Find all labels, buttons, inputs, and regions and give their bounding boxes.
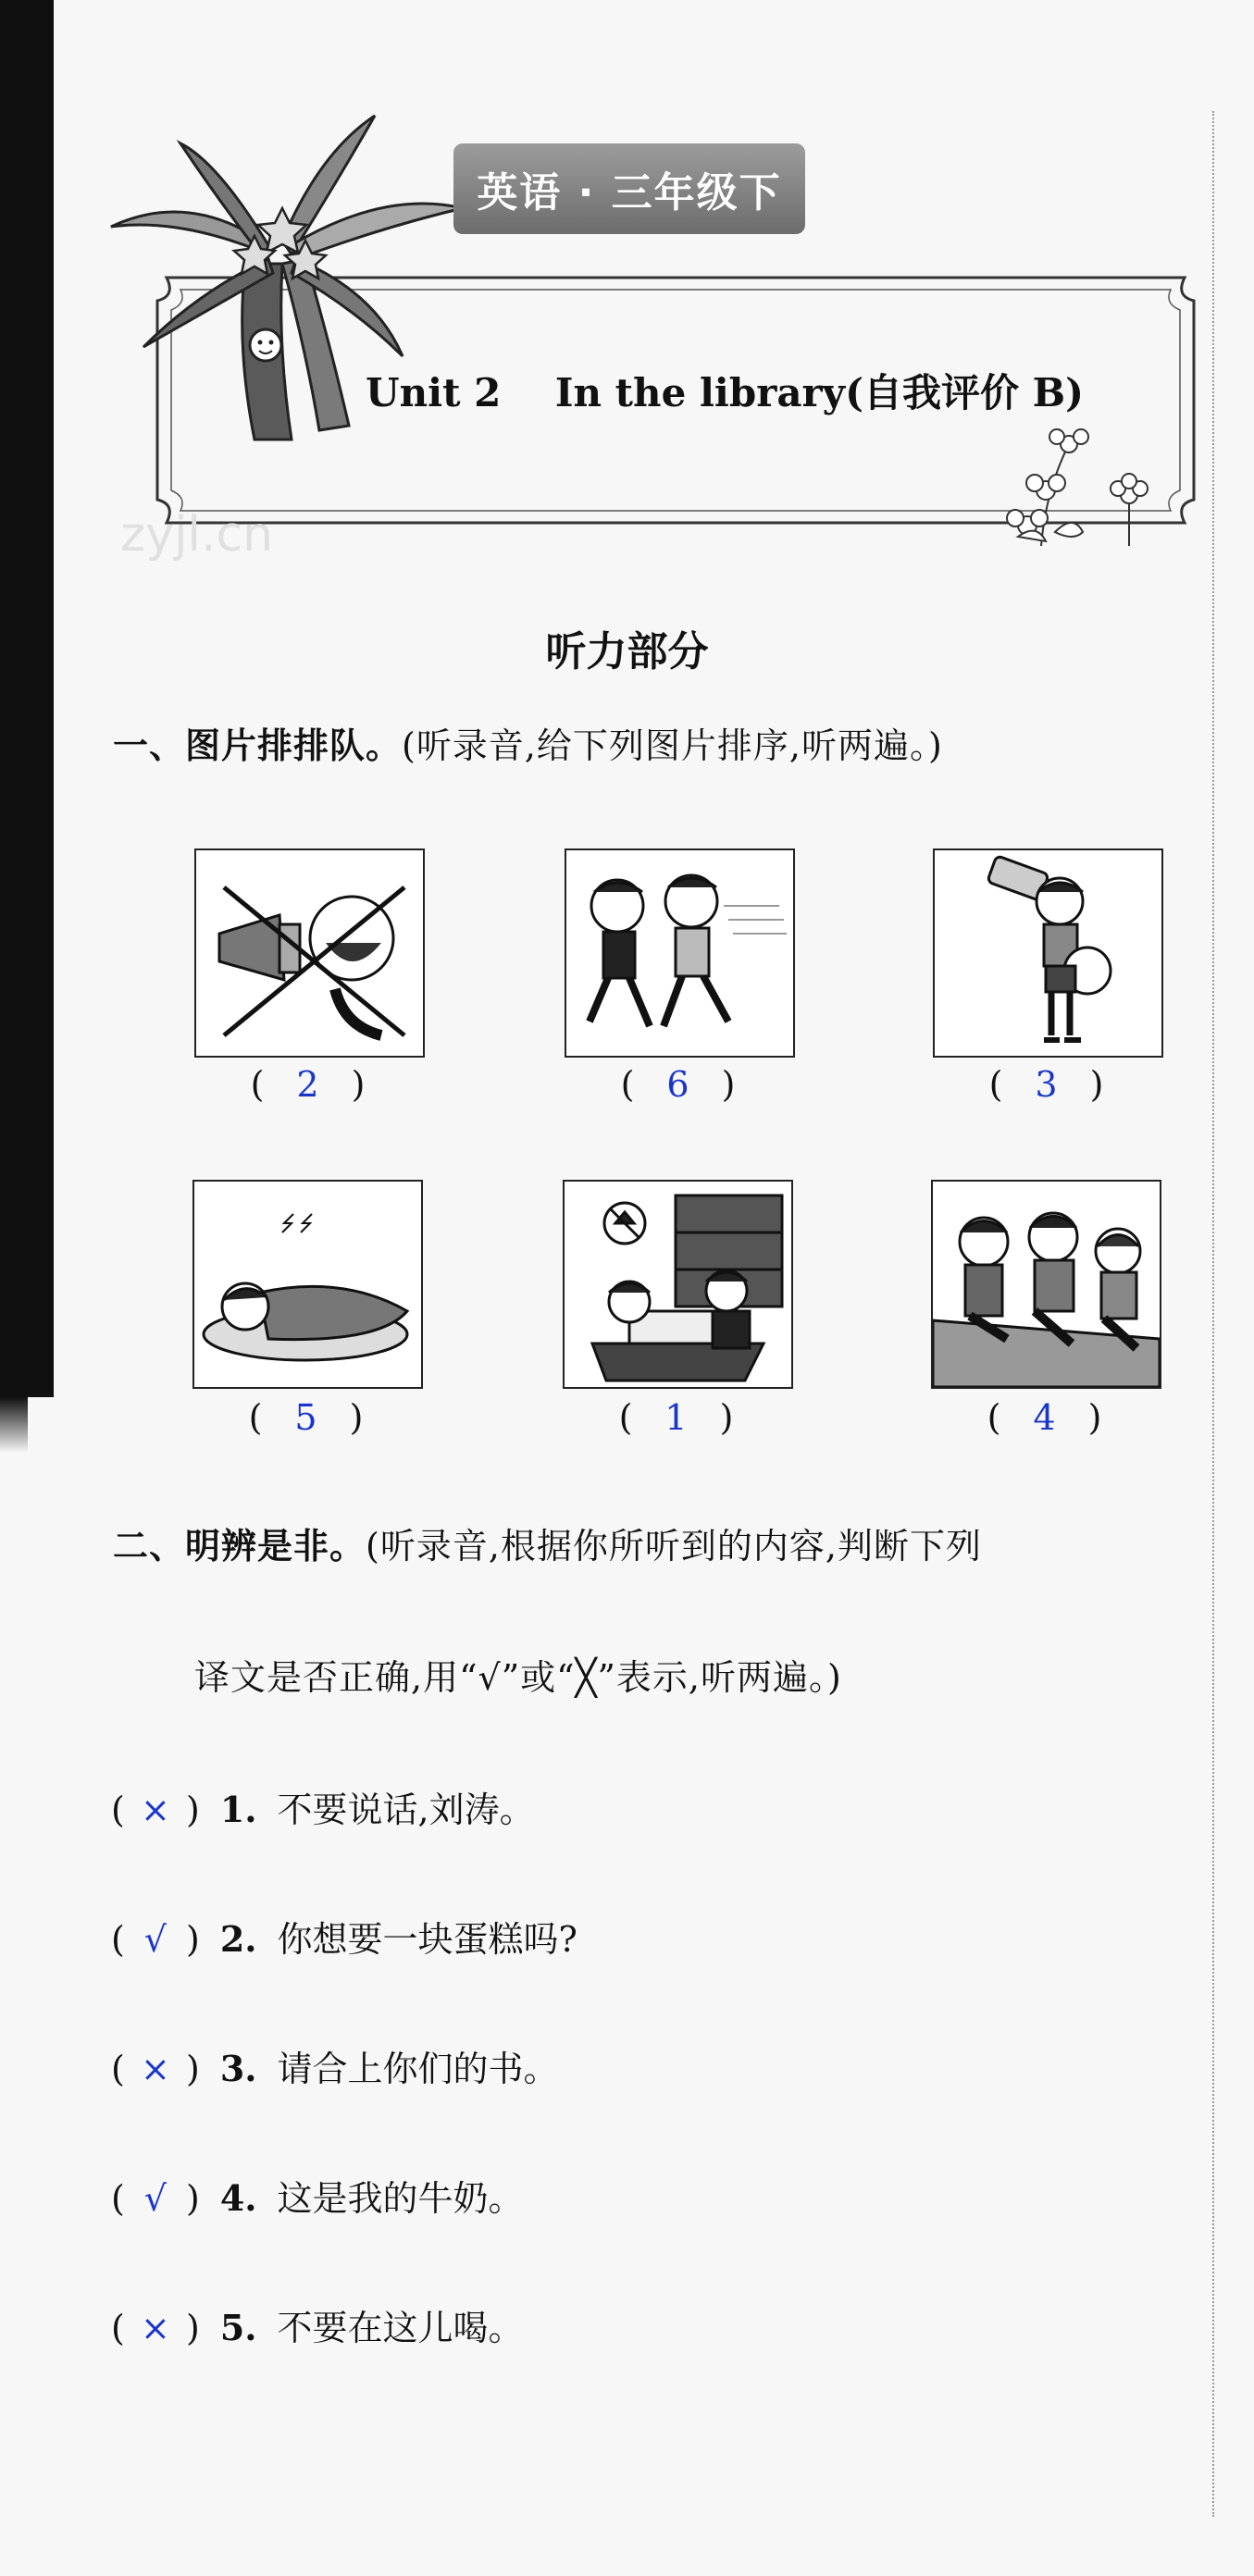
no-shouting-icon <box>196 850 423 1056</box>
answer-2: ( 6 ) <box>620 1064 736 1105</box>
girl-drinking-icon <box>935 850 1161 1056</box>
cut-line <box>1212 111 1214 2517</box>
tf-item-4: ( √ ) 4. 这是我的牛奶。 <box>111 2177 524 2219</box>
part1-heading: 一、图片排排队。 <box>113 725 403 766</box>
part2-instruction-line2: 译文是否正确,用“√”或“╳”表示,听两遍。) <box>194 1657 842 1698</box>
part1-question <box>113 717 943 768</box>
children-talking-icon <box>933 1182 1160 1387</box>
picture-card-4 <box>192 1180 423 1389</box>
unit-title: Unit 2 In the library(自我评价 B) <box>366 370 1084 415</box>
part2-question <box>113 1517 982 1568</box>
tf-item-3: ( × ) 3. 请合上你们的书。 <box>111 2048 559 2089</box>
answer-6: ( 4 ) <box>987 1397 1102 1438</box>
boy-sleeping-icon <box>194 1182 421 1387</box>
part1-instruction: (听录音,给下列图片排序,听两遍。) <box>402 725 943 766</box>
tf-answer-mark: × <box>140 1790 170 1830</box>
tf-item-1: ( × ) 1. 不要说话,刘涛。 <box>111 1789 535 1830</box>
binding-spine <box>0 0 54 1397</box>
part2-instruction-line1: (听录音,根据你所听到的内容,判断下列 <box>366 1526 983 1567</box>
flowers-icon <box>990 416 1194 546</box>
answer-4: ( 5 ) <box>248 1397 364 1438</box>
answer-3: ( 3 ) <box>988 1064 1104 1105</box>
tf-item-text: 不要在这儿喝。 <box>277 2308 524 2348</box>
picture-card-6 <box>931 1180 1161 1389</box>
grade-badge: 英语 · 三年级下 <box>453 143 805 234</box>
tf-item-text: 不要说话,刘涛。 <box>277 1790 535 1830</box>
watermark: zyjl.cn <box>120 507 274 563</box>
library-reading-icon <box>565 1182 791 1387</box>
picture-card-5 <box>563 1180 793 1389</box>
tf-item-5: ( × ) 5. 不要在这儿喝。 <box>111 2307 524 2348</box>
picture-card-1 <box>194 848 425 1058</box>
answer-5: ( 1 ) <box>618 1397 734 1438</box>
picture-card-3 <box>933 848 1163 1058</box>
picture-card-2 <box>565 848 795 1058</box>
tf-answer-mark: × <box>140 2308 170 2348</box>
tf-item-text: 你想要一块蛋糕吗? <box>277 1919 577 1960</box>
tf-item-text: 这是我的牛奶。 <box>277 2178 524 2219</box>
part2-heading: 二、明辨是非。 <box>113 1526 366 1567</box>
tf-answer-mark: √ <box>143 2178 168 2219</box>
binding-spine-fade <box>0 1397 28 1453</box>
tf-item-text: 请合上你们的书。 <box>277 2049 559 2089</box>
answer-1: ( 2 ) <box>250 1064 366 1105</box>
tf-answer-mark: √ <box>143 1919 168 1960</box>
section-title: 听力部分 <box>545 628 709 675</box>
tf-item-2: ( √ ) 2. 你想要一块蛋糕吗? <box>111 1918 577 1960</box>
boys-running-icon <box>566 850 793 1056</box>
tf-answer-mark: × <box>140 2049 170 2089</box>
